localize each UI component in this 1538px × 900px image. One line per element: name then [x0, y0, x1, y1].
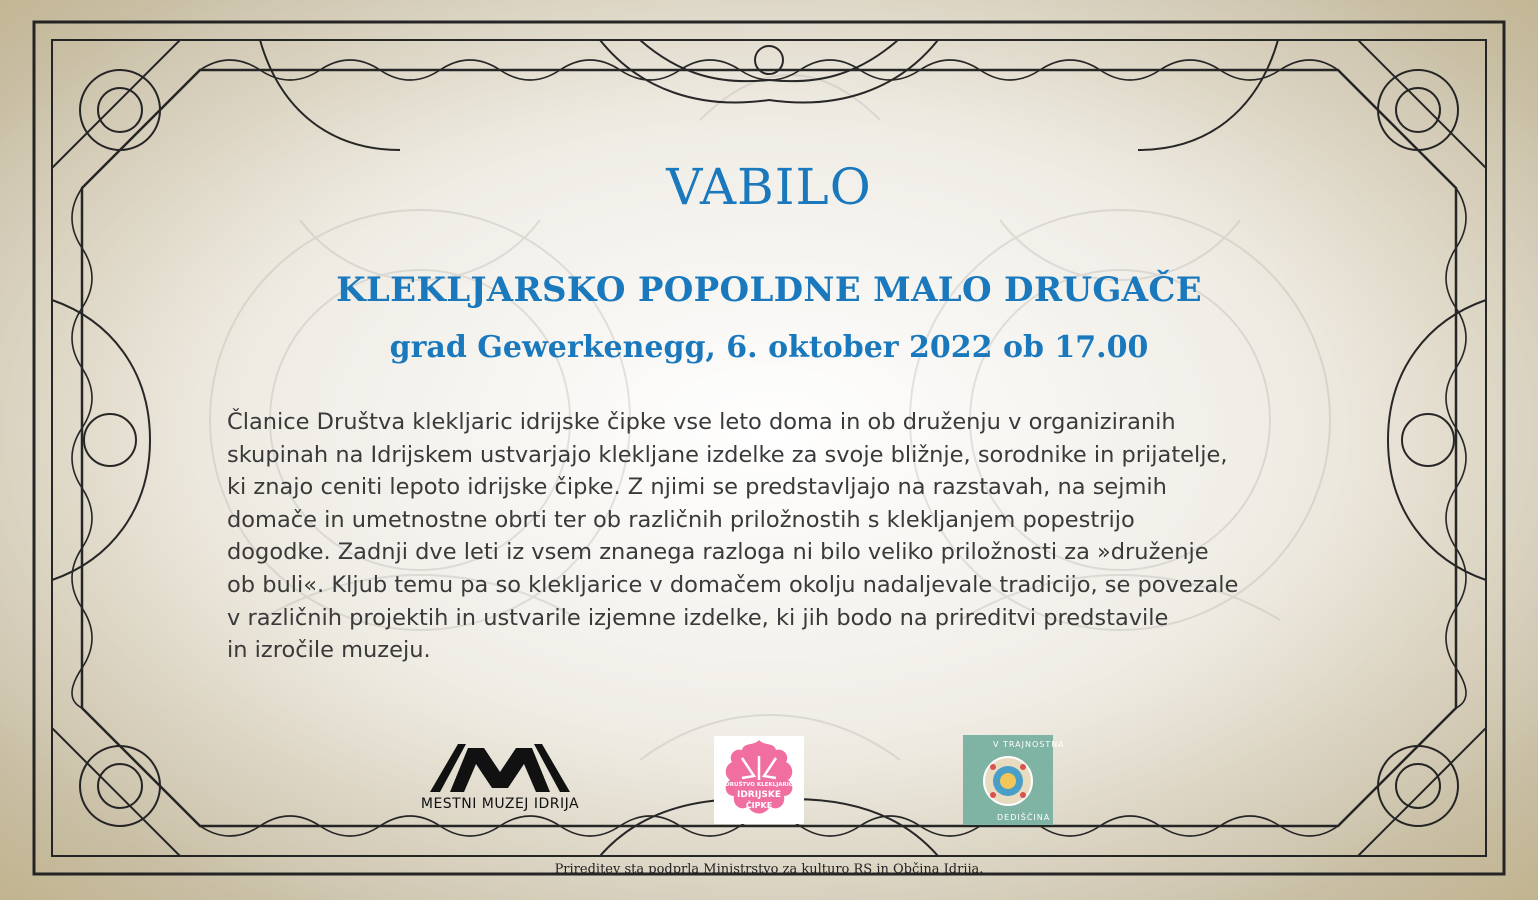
museum-logo-label: MESTNI MUZEJ IDRIJA — [420, 796, 580, 812]
event-place-date: grad Gewerkenegg, 6. oktober 2022 ob 17.00 — [389, 330, 1149, 365]
heritage-label-2: TRAJNOSTNA — [1003, 740, 1065, 749]
lace-society-label-1: DRUŠTVO KLEKLJARIC — [725, 782, 793, 788]
museum-logo — [410, 742, 590, 822]
invitation-heading: VABILO — [666, 158, 872, 216]
heritage-label-1: V — [993, 740, 1000, 749]
lace-society-logo-icon — [714, 736, 804, 824]
event-title: KLEKLJARSKO POPOLDNE MALO DRUGAČE — [336, 270, 1202, 310]
heritage-logo — [963, 735, 1065, 825]
lace-society-label-2: IDRIJSKE — [736, 790, 782, 800]
mmi-logo-icon — [410, 742, 590, 794]
lace-society-label-3: ČIPKE — [745, 801, 773, 810]
footer-sponsors: Prireditev sta podprla Ministrstvo za kulturo RS in Občina Idrija. — [554, 862, 984, 877]
invitation-body: Članice Društva klekljaric idrijske čipke vse leto doma in ob druženju v organiziranih skupinah na Idrijskem ustvarjajo klekljane izdelke za svoje bližnje, sorodnike in prijatelje, ki znajo ceniti lepoto idrijske čipke. Z njimi se predstavljajo na razstavah, na sejmih domače in umetnostne obrti ter ob različnih priložnostih s klekljanjem popestrijo dogodke. Zadnji dve leti iz vsem znanega razloga ni bilo veliko priložnosti za »druženje ob buli«. Kljub temu pa so klekljarice v domačem okolju nadaljevale tradicijo, se povezale v različnih projektih in ustvarile izjemne izdelke, ki jih bodo na prireditvi predstavile in izročile muzeju. — [227, 409, 1239, 664]
lace-society-logo — [714, 736, 804, 824]
heritage-label-3: DEDIŠČINA — [997, 813, 1051, 822]
